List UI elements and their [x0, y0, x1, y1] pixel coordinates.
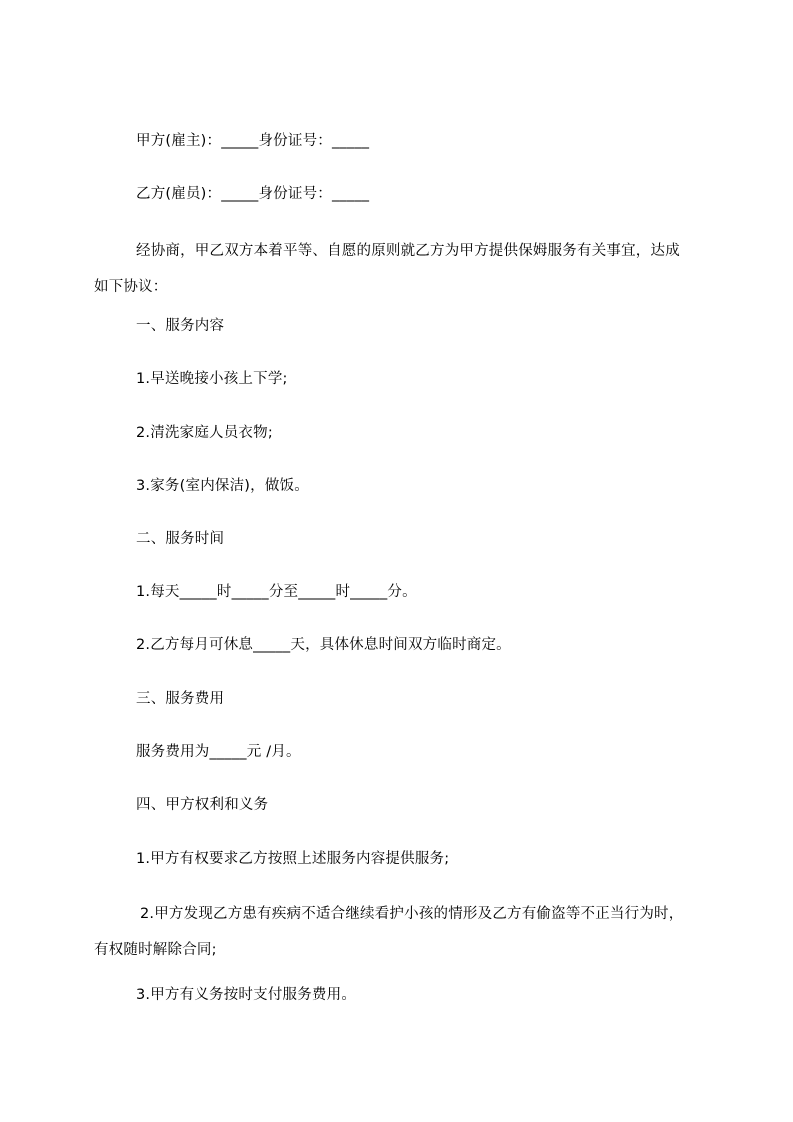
- list-item: 1.甲方有权要求乙方按照上述服务内容提供服务;: [136, 851, 450, 867]
- section-heading-service-fee: 三、服务费用: [136, 691, 225, 707]
- intro-paragraph: 经协商，甲乙双方本着平等、自愿的原则就乙方为甲方提供保姆服务有关事宜，达成如下协议：: [94, 243, 680, 295]
- section-heading-service-content: 一、服务内容: [136, 318, 225, 334]
- section-heading-party-a-rights: 四、甲方权利和义务: [136, 797, 269, 813]
- fee-line: 服务费用为_____元 /月。: [136, 744, 301, 760]
- section-heading-service-time: 二、服务时间: [136, 531, 225, 547]
- list-item: 2.清洗家庭人员衣物;: [136, 425, 273, 441]
- list-item: 2.乙方每月可休息_____天，具体休息时间双方临时商定。: [136, 637, 511, 653]
- list-item: 1.早送晚接小孩上下学;: [136, 371, 288, 387]
- list-item: 1.每天_____时_____分至_____时_____分。: [136, 584, 417, 600]
- party-a-line: 甲方(雇主)：_____身份证号：_____: [136, 133, 370, 149]
- list-item: 3.家务(室内保洁)，做饭。: [136, 478, 309, 494]
- list-item: 2.甲方发现乙方患有疾病不适合继续看护小孩的情形及乙方有偷盗等不正当行为时，有权随时解除合同;: [94, 906, 684, 958]
- party-b-line: 乙方(雇员)：_____身份证号：_____: [136, 186, 370, 202]
- list-item: 3.甲方有义务按时支付服务费用。: [136, 987, 357, 1003]
